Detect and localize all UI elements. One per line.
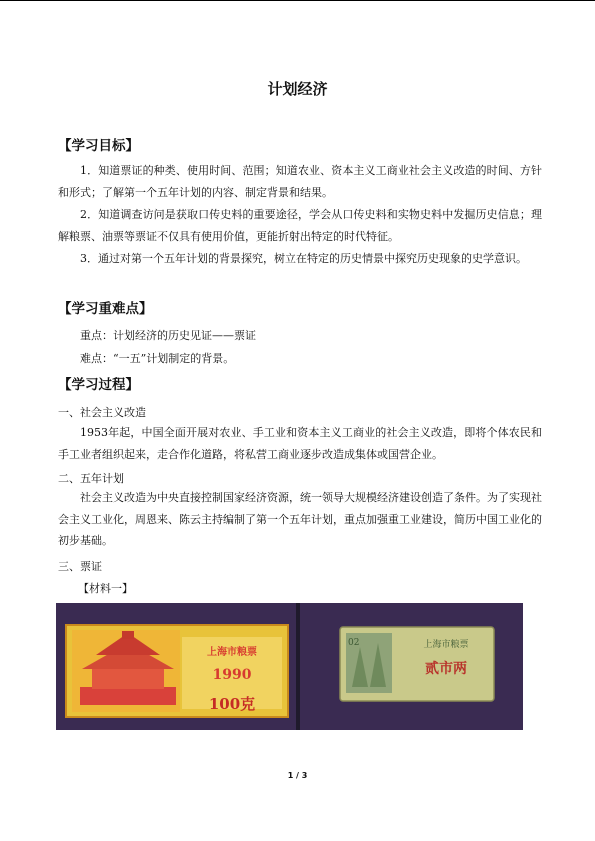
process-heading: 【学习过程】 <box>58 377 139 393</box>
goal-item-2: 2．知道调查访问是获取口传史料的重要途径，学会从口传史料和实物史料中发掘历史信息；理解粮票、油票等票证不仅具有使用价值，更能折射出特定的时代特征。 <box>58 208 542 243</box>
material1-label: 【材料一】 <box>78 582 133 595</box>
ticket2-amount: 贰市两 <box>425 661 467 677</box>
part2-text: 社会主义改造为中央直接控制国家经济资源，统一领导大规模经济建设创造了条件。为了实现社会主义工业化，周恩来、陈云主持编制了第一个五年计划，重点加强重工业建设，简历中国工业化的初步基础。 <box>58 491 542 547</box>
ration-coupon-2-liang <box>340 627 494 701</box>
goals-heading: 【学习目标】 <box>58 138 139 154</box>
page-number: 1 / 3 <box>287 771 308 780</box>
ration-coupons-photo <box>56 603 523 730</box>
part1-title: 一、社会主义改造 <box>58 406 146 419</box>
part3-title: 三、票证 <box>58 560 102 573</box>
ticket1-amount: 100克 <box>208 695 256 713</box>
goal-item-3: 3．通过对第一个五年计划的背景探究，树立在特定的历史情景中探究历史现象的史学意识。 <box>80 252 527 265</box>
key-point: 重点：计划经济的历史见证——票证 <box>80 329 256 342</box>
difficult-point: 难点：“一五”计划制定的背景。 <box>80 352 235 365</box>
ticket2-code: 02 <box>348 638 360 648</box>
ticket1-city: 上海市粮票 <box>207 647 257 658</box>
part1-text: 1953年起，中国全面开展对农业、手工业和资本主义工商业的社会主义改造，即将个体农民和手工业者组织起来，走合作化道路，将私营工商业逐步改造成集体或国营企业。 <box>58 426 542 461</box>
goal-item-1: 1．知道票证的种类、使用时间、范围；知道农业、资本主义工商业社会主义改造的时间、方针和形式；了解第一个五年计划的内容、制定背景和结果。 <box>58 164 542 199</box>
ticket2-city: 上海市粮票 <box>423 640 469 650</box>
page-top-rule <box>0 0 595 1</box>
key-points-heading: 【学习重难点】 <box>58 301 153 317</box>
ticket1-year: 1990 <box>212 667 252 683</box>
page-title: 计划经济 <box>267 80 328 98</box>
ration-coupons-image <box>56 603 523 730</box>
part2-title: 二、五年计划 <box>58 472 124 485</box>
